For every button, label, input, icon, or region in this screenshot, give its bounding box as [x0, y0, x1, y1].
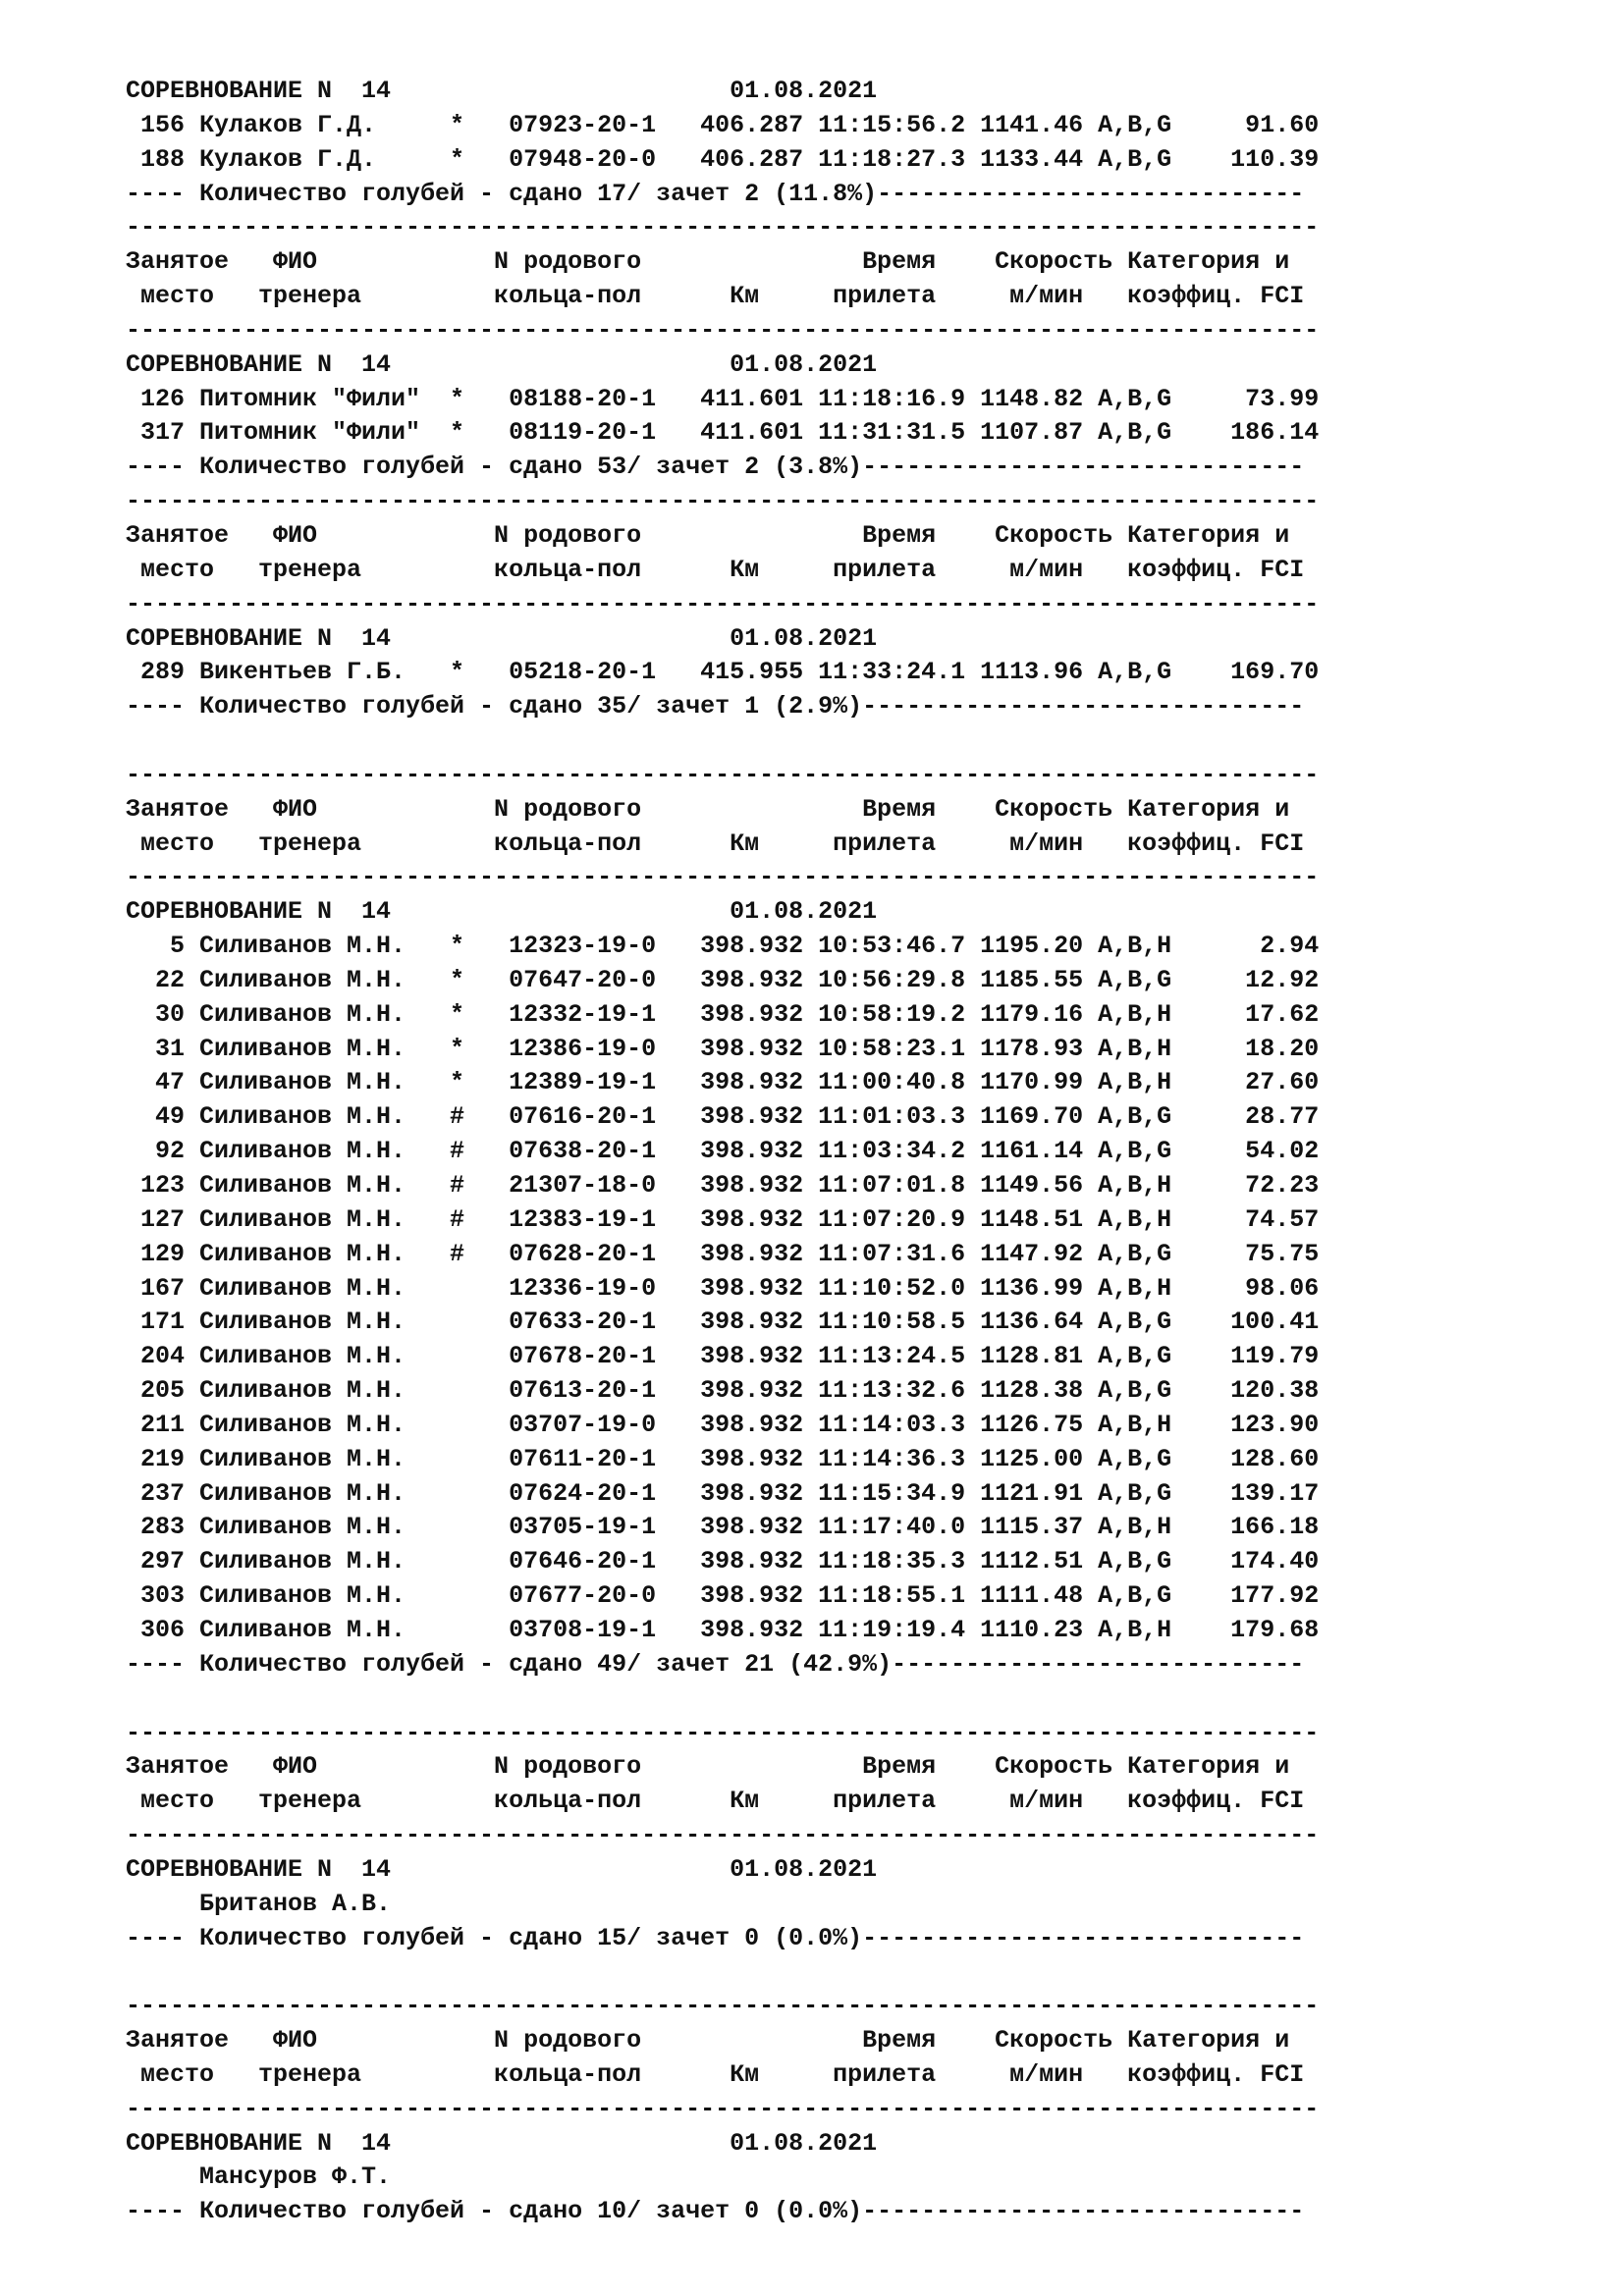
separator-line: ---------------------------------------------------------------------------------: [126, 315, 1320, 345]
separator-line: ---------------------------------------------------------------------------------: [126, 863, 1320, 892]
result-row: 5 Силиванов М.Н. * 12323-19-0 398.932 10:53:46.7 1195.20 A,B,H 2.94: [126, 932, 1320, 961]
results-document: [126, 75, 1598, 2229]
summary-line: ---- Количество голубей - сдано 10/ зачет 0 (0.0%)------------------------------: [126, 2197, 1305, 2226]
column-header: место тренера кольца-пол Км прилета м/мин коэффиц. FCI: [126, 2059, 1305, 2089]
summary-line: ---- Количество голубей - сдано 35/ зачет 1 (2.9%)------------------------------: [126, 692, 1305, 721]
result-row: 211 Силиванов М.Н. 03707-19-0 398.932 11:14:03.3 1126.75 A,B,H 123.90: [126, 1410, 1320, 1439]
result-row: 289 Викентьев Г.Б. * 05218-20-1 415.955 11:33:24.1 1113.96 A,B,G 169.70: [126, 658, 1320, 687]
result-row: 92 Силиванов М.Н. # 07638-20-1 398.932 11:03:34.2 1161.14 A,B,G 54.02: [126, 1137, 1320, 1166]
competition-header: СОРЕВНОВАНИЕ N 14 01.08.2021: [126, 623, 878, 653]
competition-header: СОРЕВНОВАНИЕ N 14 01.08.2021: [126, 2128, 878, 2158]
blank-line: [126, 1682, 1598, 1717]
column-header: место тренера кольца-пол Км прилета м/мин коэффиц. FCI: [126, 828, 1305, 858]
result-row: 283 Силиванов М.Н. 03705-19-1 398.932 11:17:40.0 1115.37 A,B,H 166.18: [126, 1513, 1320, 1542]
result-row: 31 Силиванов М.Н. * 12386-19-0 398.932 10:58:23.1 1178.93 A,B,H 18.20: [126, 1034, 1320, 1063]
result-row: 219 Силиванов М.Н. 07611-20-1 398.932 11:14:36.3 1125.00 A,B,G 128.60: [126, 1444, 1320, 1473]
blank-line: [126, 1955, 1598, 1990]
result-row: 47 Силиванов М.Н. * 12389-19-1 398.932 11:00:40.8 1170.99 A,B,H 27.60: [126, 1068, 1320, 1097]
blank-line: [126, 724, 1598, 759]
column-header: место тренера кольца-пол Км прилета м/мин коэффиц. FCI: [126, 282, 1305, 311]
column-header: место тренера кольца-пол Км прилета м/мин коэффиц. FCI: [126, 1787, 1305, 1816]
separator-line: ---------------------------------------------------------------------------------: [126, 487, 1320, 516]
column-header: Занятое ФИО N родового Время Скорость Категория и: [126, 247, 1290, 277]
result-row: 204 Силиванов М.Н. 07678-20-1 398.932 11:13:24.5 1128.81 A,B,G 119.79: [126, 1342, 1320, 1371]
competition-header: СОРЕВНОВАНИЕ N 14 01.08.2021: [126, 897, 878, 927]
result-row: 303 Силиванов М.Н. 07677-20-0 398.932 11:18:55.1 1111.48 A,B,G 177.92: [126, 1581, 1320, 1611]
result-row: 22 Силиванов М.Н. * 07647-20-0 398.932 10:56:29.8 1185.55 A,B,G 12.92: [126, 965, 1320, 994]
result-row: 123 Силиванов М.Н. # 21307-18-0 398.932 11:07:01.8 1149.56 A,B,H 72.23: [126, 1171, 1320, 1200]
separator-line: ---------------------------------------------------------------------------------: [126, 1992, 1320, 2021]
result-row: 49 Силиванов М.Н. # 07616-20-1 398.932 11:01:03.3 1169.70 A,B,G 28.77: [126, 1102, 1320, 1132]
result-row: 205 Силиванов М.Н. 07613-20-1 398.932 11:13:32.6 1128.38 A,B,G 120.38: [126, 1376, 1320, 1406]
result-row: 297 Силиванов М.Н. 07646-20-1 398.932 11:18:35.3 1112.51 A,B,G 174.40: [126, 1547, 1320, 1576]
separator-line: ---------------------------------------------------------------------------------: [126, 1821, 1320, 1850]
result-row: 127 Силиванов М.Н. # 12383-19-1 398.932 11:07:20.9 1148.51 A,B,H 74.57: [126, 1204, 1320, 1234]
summary-line: ---- Количество голубей - сдано 15/ зачет 0 (0.0%)------------------------------: [126, 1923, 1305, 1952]
result-row: 237 Силиванов М.Н. 07624-20-1 398.932 11:15:34.9 1121.91 A,B,G 139.17: [126, 1478, 1320, 1508]
column-header: Занятое ФИО N родового Время Скорость Категория и: [126, 520, 1290, 550]
result-row: 317 Питомник "Фили" * 08119-20-1 411.601 11:31:31.5 1107.87 A,B,G 186.14: [126, 418, 1320, 448]
result-row: 171 Силиванов М.Н. 07633-20-1 398.932 11:10:58.5 1136.64 A,B,G 100.41: [126, 1308, 1320, 1337]
column-header: Занятое ФИО N родового Время Скорость Категория и: [126, 794, 1290, 824]
summary-line: ---- Количество голубей - сдано 53/ зачет 2 (3.8%)------------------------------: [126, 453, 1305, 482]
separator-line: ---------------------------------------------------------------------------------: [126, 213, 1320, 242]
column-header: Занятое ФИО N родового Время Скорость Категория и: [126, 1752, 1290, 1782]
column-header: место тренера кольца-пол Км прилета м/мин коэффиц. FCI: [126, 555, 1305, 584]
separator-line: ---------------------------------------------------------------------------------: [126, 2094, 1320, 2123]
result-row: 167 Силиванов М.Н. 12336-19-0 398.932 11:10:52.0 1136.99 A,B,H 98.06: [126, 1273, 1320, 1303]
competition-header: СОРЕВНОВАНИЕ N 14 01.08.2021: [126, 1854, 878, 1884]
result-row: 126 Питомник "Фили" * 08188-20-1 411.601 11:18:16.9 1148.82 A,B,G 73.99: [126, 384, 1320, 413]
result-row: 156 Кулаков Г.Д. * 07923-20-1 406.287 11:15:56.2 1141.46 A,B,G 91.60: [126, 110, 1320, 139]
result-row: 306 Силиванов М.Н. 03708-19-1 398.932 11:19:19.4 1110.23 A,B,H 179.68: [126, 1615, 1320, 1644]
participant-name: Британов А.В.: [126, 1889, 392, 1918]
separator-line: ---------------------------------------------------------------------------------: [126, 760, 1320, 789]
competition-header: СОРЕВНОВАНИЕ N 14 01.08.2021: [126, 77, 878, 105]
summary-line: ---- Количество голубей - сдано 17/ зачет 2 (11.8%)-----------------------------: [126, 179, 1305, 208]
result-row: 129 Силиванов М.Н. # 07628-20-1 398.932 11:07:31.6 1147.92 A,B,G 75.75: [126, 1239, 1320, 1268]
summary-line: ---- Количество голубей - сдано 49/ зачет 21 (42.9%)----------------------------: [126, 1649, 1305, 1679]
competition-header: СОРЕВНОВАНИЕ N 14 01.08.2021: [126, 349, 878, 379]
separator-line: ---------------------------------------------------------------------------------: [126, 1718, 1320, 1747]
separator-line: ---------------------------------------------------------------------------------: [126, 589, 1320, 618]
participant-name: Мансуров Ф.Т.: [126, 2163, 392, 2192]
result-row: 30 Силиванов М.Н. * 12332-19-1 398.932 10:58:19.2 1179.16 A,B,H 17.62: [126, 999, 1320, 1029]
result-row: 188 Кулаков Г.Д. * 07948-20-0 406.287 11:18:27.3 1133.44 A,B,G 110.39: [126, 144, 1320, 174]
column-header: Занятое ФИО N родового Время Скорость Категория и: [126, 2026, 1290, 2056]
